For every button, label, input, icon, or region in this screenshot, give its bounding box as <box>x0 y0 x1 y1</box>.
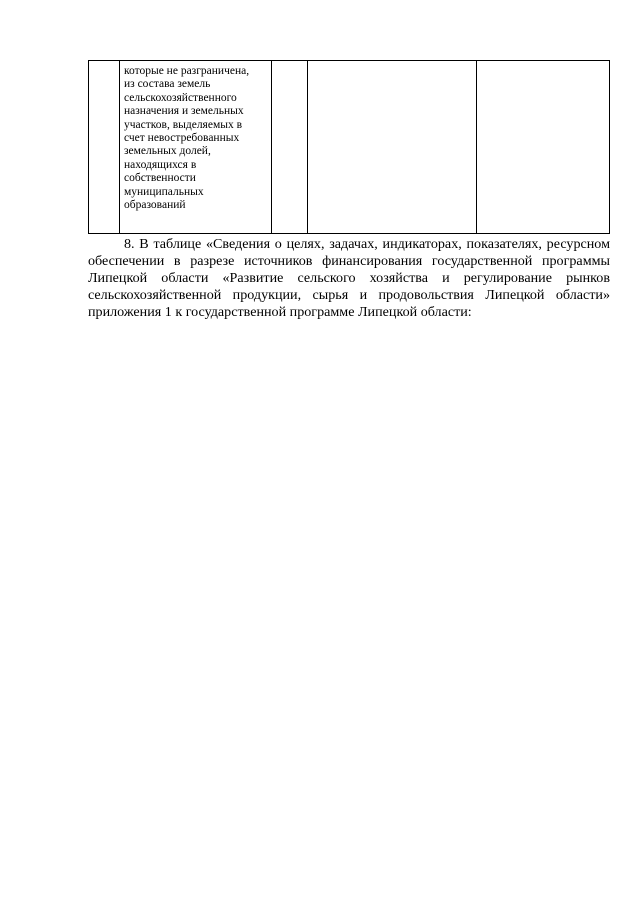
table-cell-description <box>120 61 272 234</box>
table-cell-description-text: которые не разграничена, из состава земель сельскохозяйственного назначения и земельных участков, выделяемых в счет невостребованных земельных долей, находящихся в собственности муниципальных образований <box>124 65 250 212</box>
table-row <box>89 61 610 234</box>
amendment-paragraph: 8. В таблице «Сведения о целях, задачах, индикаторах, показателях, ресурсном обеспечении в разрезе источников финансирования государственной программы Липецкой области «Развитие сельского хозяйства и регулирование рынков сельскохозяйственной продукции, сырья и продовольствия Липецкой области» приложения 1 к государственной программе Липецкой области: <box>88 236 610 320</box>
table-cell-number <box>89 61 120 234</box>
table-cell-notes <box>477 61 610 234</box>
table-cell-values <box>308 61 477 234</box>
continued-table <box>88 60 610 234</box>
table-cell-unit <box>272 61 308 234</box>
